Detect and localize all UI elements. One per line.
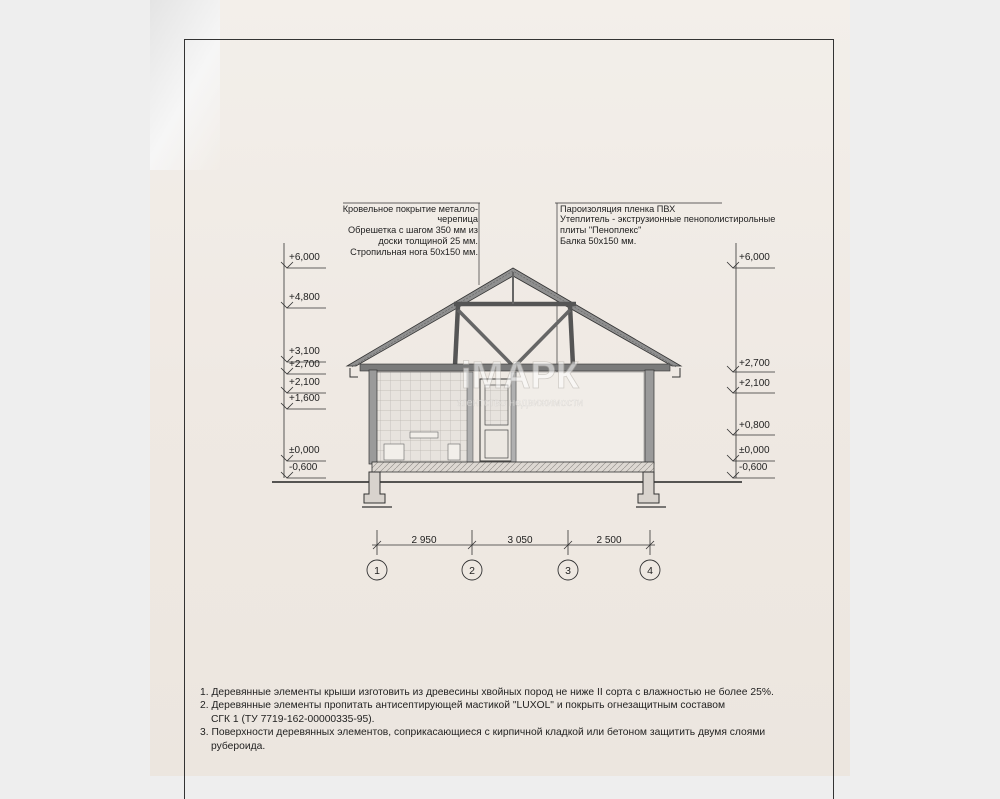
axis-label: 3: [565, 565, 571, 577]
callout-line: Пароизоляция пленка ПВХ: [560, 204, 676, 214]
callout-line: Обрешетка с шагом 350 мм из: [347, 225, 478, 235]
axis-label: 4: [647, 565, 653, 577]
level-label: ±0,000: [739, 445, 770, 456]
watermark-subtitle: агентство недвижимости: [456, 397, 584, 409]
axis-markers: [367, 560, 660, 580]
dimension-labels: [411, 535, 621, 546]
level-label: +2,100: [289, 377, 320, 388]
right-level-labels: [739, 252, 770, 473]
dimension-label: 2 950: [411, 535, 437, 546]
callout-line: Балка 50х150 мм.: [560, 236, 637, 246]
level-label: +2,700: [739, 358, 770, 369]
dimension-label: 2 500: [596, 535, 622, 546]
roof-callout: [343, 203, 480, 285]
callout-line: доски толщиной 25 мм.: [378, 236, 478, 246]
note-line: рубероида.: [211, 740, 266, 752]
callout-line: Кровельное покрытие металло-: [342, 204, 478, 214]
axis-label: 2: [469, 565, 475, 577]
level-label: -0,600: [739, 462, 768, 473]
level-label: +6,000: [739, 252, 770, 263]
note-line: 2. Деревянные элементы пропитать антисептирующей мастикой "LUXOL" и покрыть огнезащитным составом: [200, 700, 726, 712]
callout-line: плиты "Пеноплекс": [560, 225, 642, 235]
callout-line: Стропильная нога 50х150 мм.: [350, 247, 478, 257]
callout-line: Утеплитель - экструзионные пенополистирольные: [560, 214, 776, 224]
dimension-label: 3 050: [507, 535, 533, 546]
note-line: 1. Деревянные элементы крыши изготовить из древесины хвойных пород не ниже II сорта с влажностью не более 25%.: [200, 687, 774, 698]
level-label: ±0,000: [289, 445, 320, 456]
note-line: СГК 1 (ТУ 7719-162-00000335-95).: [211, 713, 375, 725]
level-label: +1,600: [289, 393, 320, 404]
insulation-callout: [555, 203, 775, 372]
watermark-brand: iМАРК: [460, 355, 580, 397]
level-label: +0,800: [739, 420, 770, 431]
axis-label: 1: [374, 565, 380, 577]
level-label: -0,600: [289, 462, 318, 473]
callout-line: черепица: [437, 214, 478, 224]
level-label: +6,000: [289, 252, 320, 263]
level-label: +2,700: [289, 359, 320, 370]
level-label: +2,100: [739, 378, 770, 389]
watermark: [457, 355, 584, 409]
general-notes: [200, 686, 830, 753]
left-level-labels: [289, 252, 320, 473]
note-line: 3. Поверхности деревянных элементов, соприкасающиеся с кирпичной кладкой или бетоном защитить двумя слоями: [200, 727, 766, 739]
level-label: +3,100: [289, 346, 320, 357]
level-label: +4,800: [289, 292, 320, 303]
